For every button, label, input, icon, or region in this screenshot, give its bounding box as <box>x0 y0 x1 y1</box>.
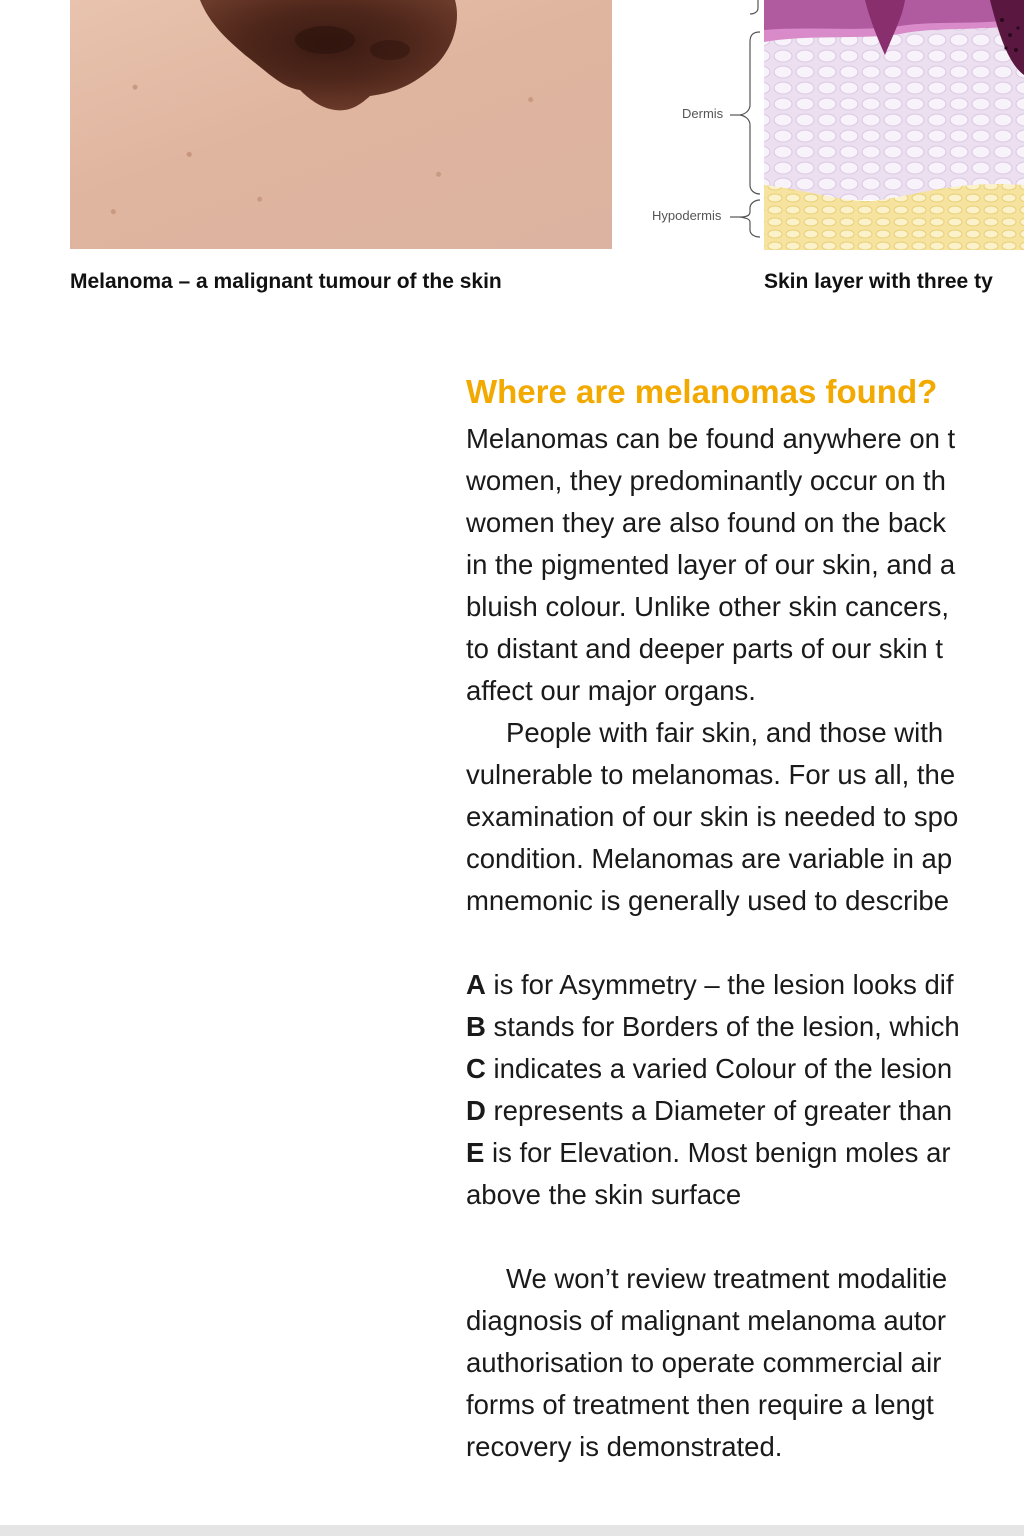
list-item-continuation: above the skin surface <box>466 1179 742 1210</box>
page-bottom-bar <box>0 1525 1024 1536</box>
text-line: mnemonic is generally used to describe <box>466 885 950 916</box>
text-line: to distant and deeper parts of our skin t <box>466 633 943 664</box>
text-line: vulnerable to melanomas. For us all, the <box>466 759 956 790</box>
paragraph-2 <box>466 712 1024 922</box>
list-letter: E <box>466 1137 485 1168</box>
paragraph-1 <box>466 418 1024 712</box>
photo-caption: Melanoma – a malignant tumour of the skin <box>70 270 502 293</box>
text-line: People with fair skin, and those with <box>506 717 944 748</box>
hypodermis-label: Hypodermis <box>652 208 722 223</box>
list-letter: D <box>466 1095 486 1126</box>
skin-layer-diagram <box>640 0 1024 250</box>
list-letter: B <box>466 1011 486 1042</box>
text-line: authorisation to operate commercial air <box>466 1347 942 1378</box>
paragraph-3 <box>466 1258 1024 1468</box>
text-line: Melanomas can be found anywhere on t <box>466 423 956 454</box>
text-line: We won’t review treatment modalitie <box>506 1263 948 1294</box>
list-item <box>466 1048 1024 1090</box>
paragraph-gap <box>466 1216 1024 1258</box>
list-text: is for Asymmetry – the lesion looks dif <box>485 969 954 1000</box>
text-line: women, they predominantly occur on th <box>466 465 946 496</box>
melanoma-photo <box>70 0 612 249</box>
list-text: is for Elevation. Most benign moles ar <box>484 1137 951 1168</box>
abcde-list <box>466 964 1024 1216</box>
text-line: bluish colour. Unlike other skin cancers, <box>466 591 950 622</box>
list-item <box>466 1006 1024 1048</box>
list-letter: C <box>466 1053 486 1084</box>
text-line: diagnosis of malignant melanoma autor <box>466 1305 947 1336</box>
text-line: forms of treatment then require a lengt <box>466 1389 934 1420</box>
section-heading: Where are melanomas found? <box>466 373 938 410</box>
list-letter: A <box>466 969 486 1000</box>
list-item <box>466 1132 1024 1174</box>
dermis-label: Dermis <box>682 106 724 121</box>
diagram-caption: Skin layer with three ty <box>764 270 993 293</box>
list-text: represents a Diameter of greater than <box>485 1095 953 1126</box>
text-line: women they are also found on the back <box>466 507 947 538</box>
text-line: affect our major organs. <box>466 675 756 706</box>
text-line: condition. Melanomas are variable in ap <box>466 843 953 874</box>
list-text: indicates a varied Colour of the lesion <box>485 1053 953 1084</box>
list-text: stands for Borders of the lesion, which <box>485 1011 960 1042</box>
melanoma-lesion-graphic <box>70 0 612 249</box>
paragraph-gap <box>466 922 1024 964</box>
text-line: recovery is demonstrated. <box>466 1431 783 1462</box>
list-item <box>466 964 1024 1006</box>
article-body <box>466 418 1024 1468</box>
text-line: in the pigmented layer of our skin, and a <box>466 549 956 580</box>
text-line: examination of our skin is needed to spo <box>466 801 959 832</box>
list-item <box>466 1090 1024 1132</box>
